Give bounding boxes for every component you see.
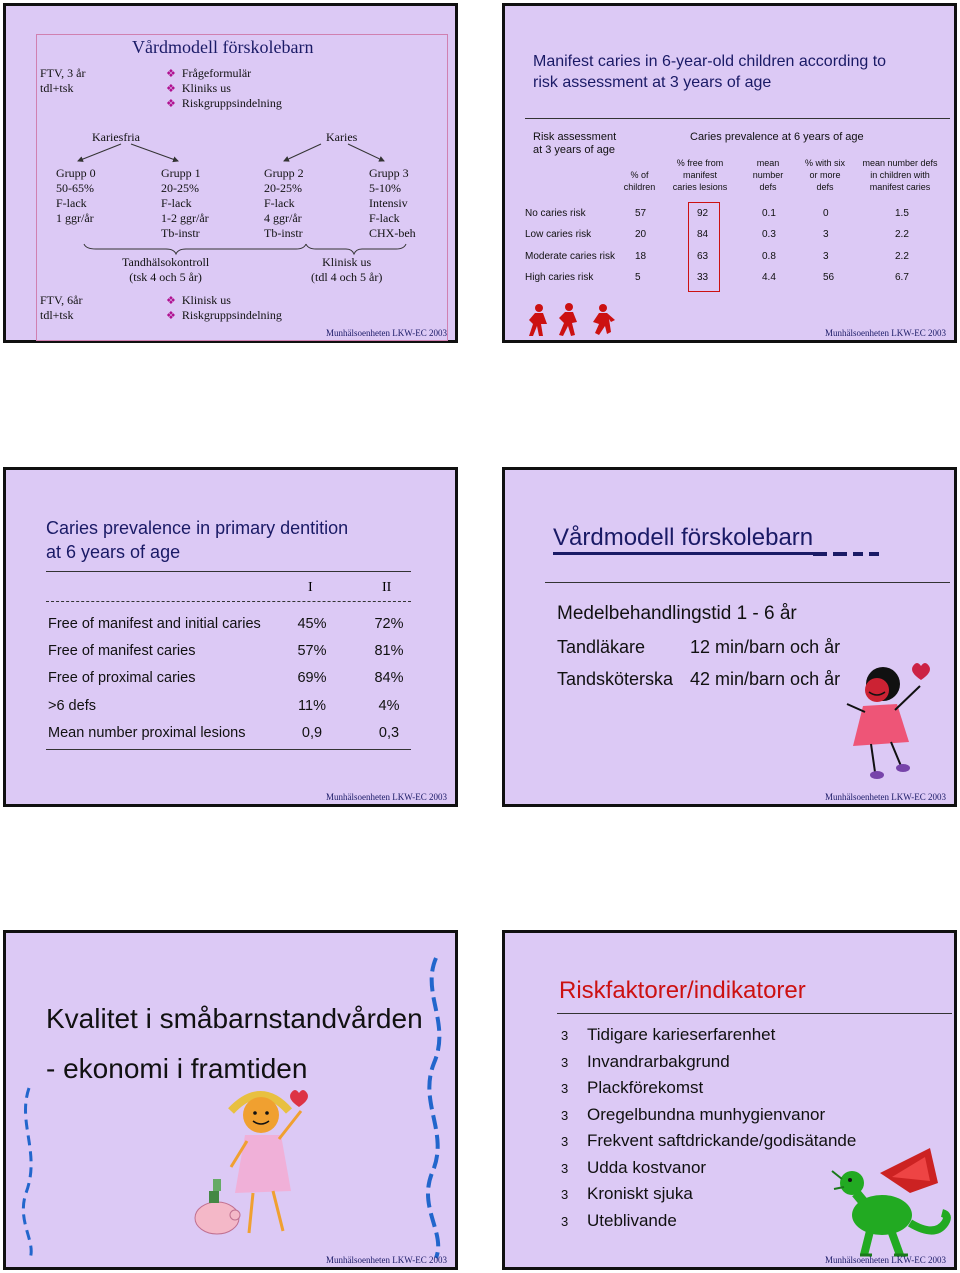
- bullet-icon: 3: [561, 1054, 569, 1070]
- slide-title: Manifest caries in 6-year-old children according to risk assessment at 3 years of age: [533, 53, 887, 91]
- slide-title: Vårdmodell förskolebarn: [553, 524, 814, 551]
- bullet-icon: 3: [561, 1160, 569, 1176]
- divider: [545, 582, 950, 583]
- title-divider: [557, 1013, 952, 1014]
- group-3: Grupp 3 5-10% Intensiv F-lack CHX-beh: [369, 166, 416, 240]
- branch-left-label: Kariesfria: [92, 130, 140, 144]
- col-header-six: % with six or more defs: [804, 158, 845, 192]
- table-cell: 11%: [298, 698, 326, 714]
- list-item: 3 Tidigare karieserfarenhet: [561, 1025, 776, 1044]
- slide-title: Vårdmodell förskolebarn: [132, 37, 314, 57]
- table-row-label: >6 defs: [48, 698, 96, 714]
- top-label-2: tdl+tsk: [40, 81, 74, 95]
- top-bullet-2: ❖ Kliniks us: [166, 81, 231, 95]
- headline-line-1: Kvalitet i småbarnstandvården: [46, 1003, 423, 1034]
- table-cell: 81%: [374, 643, 404, 659]
- group-2: Grupp 2 20-25% F-lack 4 ggr/år Tb-instr: [264, 166, 304, 240]
- table-bottom-divider: [46, 749, 411, 750]
- title-divider: [46, 571, 411, 572]
- follow-left: Tandhälsokontroll (tsk 4 och 5 år): [122, 255, 210, 284]
- swirl-decoration: [416, 953, 456, 1263]
- col-header-I: I: [308, 580, 313, 595]
- bullet-icon: 3: [561, 1028, 569, 1043]
- group-0: Grupp 0 50-65% F-lack 1 ggr/år: [56, 166, 96, 225]
- dash-decoration: [813, 550, 883, 558]
- bullet-icon: 3: [561, 1081, 569, 1096]
- row-1-value: 12 min/barn och år: [690, 637, 841, 657]
- footer: Munhälsoenheten LKW-EC 2003: [825, 328, 946, 338]
- bullet-icon: 3: [561, 1213, 569, 1229]
- table-cell: 0,9: [301, 725, 323, 741]
- col-header-free: % free from manifest caries lesions: [672, 158, 728, 192]
- diamond-icon: ❖: [166, 98, 176, 110]
- list-item: 3 Frekvent saftdrickande/godisätande: [561, 1131, 857, 1150]
- list-item: 3 Plackförekomst: [561, 1078, 704, 1097]
- diamond-icon: ❖: [166, 310, 176, 322]
- table-cell: 69%: [297, 670, 327, 686]
- row-2-value: 42 min/barn och år: [690, 669, 841, 689]
- diamond-icon: ❖: [166, 295, 176, 307]
- bullet-icon: 3: [561, 1107, 569, 1123]
- row-2-label: Tandsköterska: [557, 669, 674, 689]
- dragon-icon: [830, 1143, 955, 1268]
- headline-line-2: - ekonomi i framtiden: [46, 1053, 308, 1084]
- header-divider: [46, 601, 411, 602]
- table-cell: 0,3: [378, 725, 400, 741]
- list-item: 3 Oregelbundna munhygienvanor: [561, 1104, 826, 1124]
- footer: Munhälsoenheten LKW-EC 2003: [326, 792, 447, 802]
- slide-3: [3, 467, 458, 807]
- diamond-icon: ❖: [166, 83, 176, 95]
- prevalence-header: Caries prevalence at 6 years of age: [690, 131, 864, 143]
- risk-header: Risk assessment at 3 years of age: [533, 131, 617, 156]
- bottom-label-2: tdl+tsk: [40, 308, 74, 322]
- slide-1: [3, 3, 458, 343]
- top-bullet-3: ❖ Riskgruppsindelning: [166, 96, 282, 110]
- bullet-icon: 3: [561, 1187, 569, 1202]
- table-row-label: Mean number proximal lesions: [48, 725, 246, 741]
- group-1: Grupp 1 20-25% F-lack 1-2 ggr/år Tb-instr: [161, 166, 209, 240]
- slide-5: [3, 930, 458, 1270]
- bottom-bullet-1: ❖ Klinisk us: [166, 293, 231, 307]
- list-item: 3 Uteblivande: [561, 1210, 677, 1230]
- slide-6: [502, 930, 957, 1270]
- running-children-icon: [525, 302, 625, 340]
- swirl-decoration: [14, 1083, 44, 1263]
- footer: Munhälsoenheten LKW-EC 2003: [326, 1255, 447, 1265]
- diamond-icon: ❖: [166, 68, 176, 80]
- list-item: 3 Invandrarbakgrund: [561, 1051, 730, 1071]
- table-cell: 4%: [378, 698, 400, 714]
- list-item: 3 Udda kostvanor: [561, 1157, 707, 1177]
- line-1: Medelbehandlingstid 1 - 6 år: [557, 603, 797, 624]
- title-divider: [525, 118, 950, 119]
- branch-right-label: Karies: [326, 130, 358, 144]
- col-header-mean-manifest: mean number defs in children with manifest caries: [862, 158, 938, 192]
- table-row-label: Free of manifest caries: [48, 643, 196, 659]
- follow-right: Klinisk us (tdl 4 och 5 år): [311, 255, 383, 284]
- table-row-label: Free of manifest and initial caries: [48, 616, 261, 632]
- table-row-label: Free of proximal caries: [48, 670, 196, 686]
- slide-4: [502, 467, 957, 807]
- col-header-percent: % of children: [623, 170, 656, 192]
- bullet-icon: 3: [561, 1134, 569, 1149]
- footer: Munhälsoenheten LKW-EC 2003: [326, 328, 447, 338]
- top-label-1: FTV, 3 år: [40, 66, 86, 80]
- table-cell: 72%: [374, 616, 404, 632]
- bottom-label-1: FTV, 6år: [40, 293, 83, 307]
- girl-with-piggy-bank-icon: [191, 1083, 331, 1253]
- slide-title: Riskfaktorer/indikatorer: [559, 977, 806, 1004]
- title-underline: [553, 552, 813, 555]
- table-cell: 84%: [374, 670, 404, 686]
- bottom-bullet-2: ❖ Riskgruppsindelning: [166, 308, 282, 322]
- slide-2: Manifest caries in 6-year-old children according to risk assessment at 3 years of age Risk assessment at 3 years of age Caries prevalence at 6 years of age % of children % free from manifest caries lesions mean number defs % with six or more defs mean number defs in children with manifest caries No caries risk 57 92 0.1 0 1.5 Low caries risk 20 84 0.3 3 2.2 Moderate caries risk 18 63 0.8 3 2.2 High caries risk 5 33 4.4 56 6.7 Munhälsoenheten LKW-EC 2003: [502, 3, 957, 343]
- table-cell: 57%: [297, 643, 327, 659]
- bullet-list: [561, 1025, 856, 1237]
- footer: Munhälsoenheten LKW-EC 2003: [825, 792, 946, 802]
- col-header-mean: mean number defs: [752, 158, 784, 192]
- footer: Munhälsoenheten LKW-EC 2003: [825, 1255, 946, 1265]
- col-header-II: II: [382, 580, 392, 595]
- row-1-label: Tandläkare: [557, 637, 646, 657]
- list-item: 3 Kroniskt sjuka: [561, 1184, 693, 1203]
- top-bullet-1: ❖ Frågeformulär: [166, 66, 252, 80]
- girl-with-heart-icon: [835, 656, 940, 786]
- slide-title: Caries prevalence in primary dentition at 6 years of age: [46, 518, 349, 562]
- table-cell: 45%: [297, 616, 327, 632]
